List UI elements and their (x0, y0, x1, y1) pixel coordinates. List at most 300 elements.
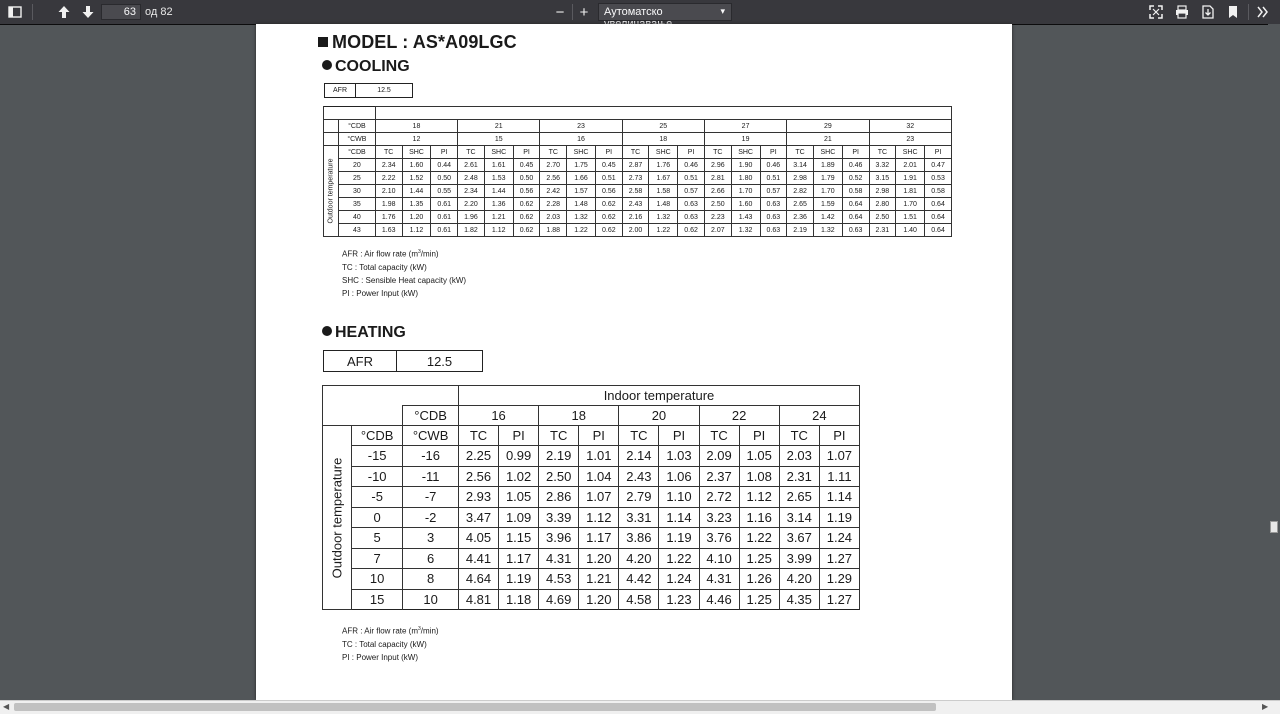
table-cell: 1.90 (731, 159, 760, 172)
table-cell: 1.43 (731, 211, 760, 224)
table-cell: 1.19 (819, 507, 859, 528)
table-cell: 1.17 (499, 548, 539, 569)
table-cell: 1.14 (819, 487, 859, 508)
table-cell: 2.23 (704, 211, 731, 224)
indoor-cdb-value: 18 (375, 120, 457, 133)
afr-value: 12.5 (377, 87, 391, 94)
heating-column-head-row (323, 426, 860, 446)
table-cell: 1.29 (819, 569, 859, 590)
table-cell: 2.65 (779, 487, 819, 508)
table-row (324, 198, 952, 211)
table-cell: 3.67 (779, 528, 819, 549)
table-cell: 1.60 (731, 198, 760, 211)
outdoor-cdb-value: 35 (339, 198, 376, 211)
table-cell: 1.27 (819, 548, 859, 569)
table-cell: 1.19 (499, 569, 539, 590)
outdoor-cwb-value: 3 (403, 528, 459, 549)
table-cell: 1.32 (649, 211, 678, 224)
outdoor-cwb-value: 6 (403, 548, 459, 569)
table-cell: 2.10 (375, 185, 402, 198)
table-row (324, 185, 952, 198)
table-cell: 2.98 (787, 172, 814, 185)
table-cell: 3.47 (458, 507, 498, 528)
table-cell: 1.12 (402, 224, 431, 237)
column-head: PI (579, 426, 619, 446)
table-cell: 0.64 (925, 224, 952, 237)
scroll-left-icon[interactable]: ◀ (3, 702, 10, 711)
table-cell: 0.47 (925, 159, 952, 172)
blank-cell (324, 107, 376, 120)
indoor-cdb-value: 27 (704, 120, 786, 133)
table-cell: 1.25 (739, 589, 779, 610)
indoor-cwb-value: 23 (869, 133, 952, 146)
toolbar-separator (1248, 4, 1249, 20)
scroll-right-icon[interactable]: ▶ (1262, 702, 1269, 711)
table-cell: 0.64 (842, 211, 869, 224)
table-row (324, 211, 952, 224)
column-head: SHC (567, 146, 596, 159)
table-cell: 4.42 (619, 569, 659, 590)
table-cell: 2.73 (622, 172, 649, 185)
table-cell: 4.53 (539, 569, 579, 590)
table-cell: 0.51 (678, 172, 705, 185)
table-cell: 3.15 (869, 172, 896, 185)
table-cell: 1.48 (649, 198, 678, 211)
table-cell: 1.89 (813, 159, 842, 172)
heating-afr-box (323, 350, 483, 372)
bookmark-icon[interactable] (1222, 2, 1244, 22)
table-cell: 4.58 (619, 589, 659, 610)
indoor-temperature-title: Indoor temperature (458, 386, 859, 406)
table-cell: 2.65 (787, 198, 814, 211)
table-cell: 0.58 (842, 185, 869, 198)
column-head: TC (622, 146, 649, 159)
table-cell: 0.61 (431, 224, 458, 237)
column-head: PI (819, 426, 859, 446)
table-cell: 3.32 (869, 159, 896, 172)
table-cell: 1.24 (819, 528, 859, 549)
indoor-cdb-value: 24 (779, 406, 859, 426)
outdoor-temperature-text: Outdoor temperature (327, 158, 335, 224)
table-cell: 2.42 (540, 185, 567, 198)
page-number-input[interactable] (101, 4, 141, 20)
column-head: TC (540, 146, 567, 159)
table-cell: 0.62 (513, 224, 540, 237)
column-head: PI (499, 426, 539, 446)
table-cell: 2.79 (619, 487, 659, 508)
heating-cdb-row (323, 406, 860, 426)
column-head: TC (375, 146, 402, 159)
table-cell: 2.93 (458, 487, 498, 508)
row-label-cdb: °CDB (352, 426, 403, 446)
legend-unit-tail: /min) (420, 626, 439, 636)
legend-unit-sup: 3 (418, 626, 421, 632)
column-head: PI (760, 146, 787, 159)
sidebar-toggle-icon[interactable] (4, 2, 26, 22)
table-cell: 1.57 (567, 185, 596, 198)
table-cell: 0.61 (431, 211, 458, 224)
outdoor-cdb-value: 15 (352, 589, 403, 610)
indoor-cdb-value: 29 (787, 120, 869, 133)
tools-menu-icon[interactable] (1252, 2, 1274, 22)
zoom-select-value: Аутоматско (604, 6, 663, 18)
column-head: SHC (731, 146, 760, 159)
table-cell: 1.82 (458, 224, 485, 237)
table-cell: 1.36 (484, 198, 513, 211)
table-cell: 1.06 (659, 466, 699, 487)
table-cell: 1.40 (896, 224, 925, 237)
legend-line (342, 651, 439, 664)
column-head: PI (842, 146, 869, 159)
legend-unit-sup: 3 (418, 249, 421, 255)
heating-heading (322, 324, 406, 342)
table-cell: 0.63 (678, 198, 705, 211)
indoor-cwb-value: 16 (540, 133, 622, 146)
blank-cell (323, 406, 403, 426)
table-cell: 2.80 (869, 198, 896, 211)
table-cell: 2.70 (540, 159, 567, 172)
outdoor-cdb-value: 0 (352, 507, 403, 528)
table-row (324, 172, 952, 185)
table-cell: 2.43 (619, 466, 659, 487)
table-cell: 4.20 (779, 569, 819, 590)
table-cell: 1.63 (375, 224, 402, 237)
table-cell: 0.51 (595, 172, 622, 185)
download-icon[interactable] (1197, 2, 1219, 22)
table-cell: 0.55 (431, 185, 458, 198)
table-cell: 2.56 (540, 172, 567, 185)
bullet-icon (322, 60, 332, 70)
table-cell: 1.14 (659, 507, 699, 528)
zoom-out-button[interactable]: − (555, 3, 565, 21)
cooling-heading-text: COOLING (335, 58, 410, 75)
table-cell: 0.61 (431, 198, 458, 211)
toolbar-separator (32, 4, 33, 20)
table-cell: 1.07 (819, 446, 859, 467)
table-cell: 3.86 (619, 528, 659, 549)
outdoor-temperature-label (323, 426, 352, 610)
table-cell: 4.41 (458, 548, 498, 569)
legend-text: AFR : Air flow rate (m (342, 249, 419, 259)
row-label-cwb: °CWB (339, 133, 376, 146)
table-cell: 1.15 (499, 528, 539, 549)
outdoor-cdb-value: 20 (339, 159, 376, 172)
table-cell: 3.76 (699, 528, 739, 549)
table-cell: 2.72 (699, 487, 739, 508)
table-row (323, 466, 860, 487)
cooling-heading (322, 58, 410, 76)
table-cell: 1.04 (579, 466, 619, 487)
table-cell: 0.45 (595, 159, 622, 172)
table-cell: 4.05 (458, 528, 498, 549)
table-cell: 3.14 (779, 507, 819, 528)
table-row (323, 589, 860, 610)
table-cell: 4.81 (458, 589, 498, 610)
table-cell: 2.50 (869, 211, 896, 224)
table-cell: 2.82 (787, 185, 814, 198)
table-cell: 1.10 (659, 487, 699, 508)
table-cell: 3.99 (779, 548, 819, 569)
table-cell: 0.63 (760, 198, 787, 211)
legend-text: PI : Power Input (kW) (342, 652, 419, 662)
table-cell: 1.35 (402, 198, 431, 211)
outdoor-cwb-value: 10 (403, 589, 459, 610)
chevron-down-icon: ▾ (720, 6, 725, 16)
table-cell: 2.19 (787, 224, 814, 237)
cooling-afr-box (324, 83, 413, 98)
table-cell: 2.31 (779, 466, 819, 487)
table-cell: 0.45 (513, 159, 540, 172)
table-cell: 0.50 (431, 172, 458, 185)
table-cell: 2.87 (622, 159, 649, 172)
afr-label: AFR (324, 351, 397, 371)
row-label-cdb: °CDB (339, 146, 376, 159)
pdf-toolbar (0, 0, 1280, 25)
outdoor-cdb-value: 5 (352, 528, 403, 549)
table-cell: 2.16 (622, 211, 649, 224)
table-cell: 1.53 (484, 172, 513, 185)
table-cell: 2.01 (896, 159, 925, 172)
table-cell: 1.52 (402, 172, 431, 185)
table-cell: 0.57 (678, 185, 705, 198)
outdoor-cwb-value: -16 (403, 446, 459, 467)
legend-line (342, 623, 439, 638)
table-cell: 1.20 (402, 211, 431, 224)
table-cell: 0.64 (925, 211, 952, 224)
table-cell: 1.25 (739, 548, 779, 569)
blank-cell (324, 133, 339, 146)
indoor-cdb-value: 32 (869, 120, 952, 133)
table-row (323, 446, 860, 467)
table-cell: 2.34 (458, 185, 485, 198)
table-cell: 1.60 (402, 159, 431, 172)
table-cell: 1.20 (579, 548, 619, 569)
table-cell: 2.96 (704, 159, 731, 172)
outdoor-cdb-value: -5 (352, 487, 403, 508)
table-row (324, 159, 952, 172)
table-cell: 0.52 (842, 172, 869, 185)
table-cell: 2.66 (704, 185, 731, 198)
table-cell: 0.99 (499, 446, 539, 467)
column-head: PI (925, 146, 952, 159)
table-cell: 1.32 (731, 224, 760, 237)
column-head: SHC (813, 146, 842, 159)
table-cell: 1.61 (484, 159, 513, 172)
table-cell: 2.09 (699, 446, 739, 467)
row-label-cdb: °CDB (403, 406, 459, 426)
row-label-cwb: °CWB (403, 426, 459, 446)
outdoor-cdb-value: 10 (352, 569, 403, 590)
table-cell: 0.64 (925, 198, 952, 211)
table-cell: 1.91 (896, 172, 925, 185)
table-cell: 1.09 (499, 507, 539, 528)
table-cell: 1.02 (499, 466, 539, 487)
column-head: PI (739, 426, 779, 446)
table-cell: 0.51 (760, 172, 787, 185)
table-cell: 0.57 (760, 185, 787, 198)
table-cell: 1.70 (896, 198, 925, 211)
table-cell: 1.32 (567, 211, 596, 224)
table-cell: 1.67 (649, 172, 678, 185)
previous-page-icon[interactable] (53, 2, 75, 22)
table-cell: 2.00 (622, 224, 649, 237)
table-cell: 1.27 (819, 589, 859, 610)
legend-line (342, 287, 466, 300)
table-cell: 0.46 (678, 159, 705, 172)
legend-text: PI : Power Input (kW) (342, 288, 419, 298)
legend-text: SHC : Sensible Heat capacity (kW) (342, 275, 467, 285)
table-cell: 1.21 (579, 569, 619, 590)
outdoor-cdb-value: 25 (339, 172, 376, 185)
horizontal-scrollbar-thumb[interactable] (14, 703, 936, 711)
column-head: TC (779, 426, 819, 446)
table-cell: 1.26 (739, 569, 779, 590)
outdoor-cwb-value: 8 (403, 569, 459, 590)
table-cell: 4.64 (458, 569, 498, 590)
table-cell: 1.44 (484, 185, 513, 198)
table-cell: 2.28 (540, 198, 567, 211)
table-cell: 1.05 (499, 487, 539, 508)
table-cell: 1.05 (739, 446, 779, 467)
table-cell: 1.88 (540, 224, 567, 237)
table-cell: 1.07 (579, 487, 619, 508)
table-cell: 1.22 (739, 528, 779, 549)
table-row (323, 569, 860, 590)
table-cell: 2.36 (787, 211, 814, 224)
column-head: TC (458, 146, 485, 159)
indoor-cwb-value: 21 (787, 133, 869, 146)
column-head: PI (595, 146, 622, 159)
table-cell: 2.03 (540, 211, 567, 224)
table-cell: 1.12 (579, 507, 619, 528)
print-icon[interactable] (1171, 2, 1193, 22)
legend-line (342, 261, 466, 274)
table-cell: 0.58 (925, 185, 952, 198)
vertical-scrollbar[interactable] (1268, 24, 1280, 700)
legend-line (342, 246, 466, 261)
table-cell: 0.53 (925, 172, 952, 185)
outdoor-cdb-value: -15 (352, 446, 403, 467)
table-cell: 2.58 (622, 185, 649, 198)
indoor-cwb-value: 18 (622, 133, 704, 146)
table-cell: 0.62 (513, 211, 540, 224)
heating-table (322, 385, 860, 610)
column-head: SHC (402, 146, 431, 159)
heating-title-row (323, 386, 860, 406)
table-cell: 1.16 (739, 507, 779, 528)
table-cell: 2.31 (869, 224, 896, 237)
table-cell: 1.12 (484, 224, 513, 237)
table-cell: 3.31 (619, 507, 659, 528)
table-cell: 1.01 (579, 446, 619, 467)
indoor-cwb-value: 19 (704, 133, 786, 146)
table-cell: 2.07 (704, 224, 731, 237)
table-cell: 2.22 (375, 172, 402, 185)
vertical-scrollbar-thumb[interactable] (1270, 521, 1278, 533)
table-cell: 1.81 (896, 185, 925, 198)
table-cell: 1.76 (375, 211, 402, 224)
next-page-icon[interactable] (77, 2, 99, 22)
table-cell: 2.14 (619, 446, 659, 467)
fullscreen-icon[interactable] (1145, 2, 1167, 22)
zoom-select[interactable] (598, 3, 732, 21)
table-cell: 2.61 (458, 159, 485, 172)
table-cell: 1.96 (458, 211, 485, 224)
bullet-icon (322, 326, 332, 336)
indoor-cdb-value: 20 (619, 406, 699, 426)
table-cell: 1.76 (649, 159, 678, 172)
table-cell: 1.18 (499, 589, 539, 610)
column-head: PI (659, 426, 699, 446)
table-cell: 1.22 (649, 224, 678, 237)
column-head: PI (678, 146, 705, 159)
indoor-cdb-value: 23 (540, 120, 622, 133)
heating-legend-notes (342, 623, 439, 664)
indoor-cwb-value: 15 (458, 133, 540, 146)
table-cell: 1.58 (649, 185, 678, 198)
table-cell: 1.66 (567, 172, 596, 185)
blank-cell (323, 386, 459, 406)
model-title-text: MODEL : AS*A09LGC (332, 32, 517, 52)
table-cell: 2.98 (869, 185, 896, 198)
table-row (323, 487, 860, 508)
outdoor-cdb-value: 43 (339, 224, 376, 237)
table-cell: 0.63 (678, 211, 705, 224)
table-cell: 3.39 (539, 507, 579, 528)
table-cell: 1.42 (813, 211, 842, 224)
table-cell: 2.34 (375, 159, 402, 172)
table-row (324, 224, 952, 237)
column-head: TC (787, 146, 814, 159)
table-cell: 4.46 (699, 589, 739, 610)
table-cell: 2.37 (699, 466, 739, 487)
column-head: TC (539, 426, 579, 446)
table-cell: 1.51 (896, 211, 925, 224)
zoom-in-button[interactable]: + (579, 3, 589, 21)
table-cell: 1.98 (375, 198, 402, 211)
indoor-cdb-value: 21 (458, 120, 540, 133)
legend-unit-tail: /min) (420, 249, 439, 259)
table-cell: 4.69 (539, 589, 579, 610)
table-cell: 1.22 (659, 548, 699, 569)
table-row (323, 528, 860, 549)
table-cell: 1.79 (813, 172, 842, 185)
table-cell: 1.59 (813, 198, 842, 211)
table-row (323, 548, 860, 569)
column-head: TC (869, 146, 896, 159)
outdoor-cwb-value: -11 (403, 466, 459, 487)
table-cell: 0.62 (678, 224, 705, 237)
legend-text: TC : Total capacity (kW) (342, 639, 427, 649)
table-cell: 2.25 (458, 446, 498, 467)
table-cell: 0.62 (513, 198, 540, 211)
table-cell: 0.62 (595, 211, 622, 224)
column-head: PI (431, 146, 458, 159)
table-cell: 1.12 (739, 487, 779, 508)
table-cell: 0.63 (760, 211, 787, 224)
outdoor-cdb-value: 30 (339, 185, 376, 198)
table-cell: 3.23 (699, 507, 739, 528)
horizontal-scrollbar[interactable] (0, 700, 1280, 714)
table-cell: 1.03 (659, 446, 699, 467)
cooling-header-row (324, 107, 952, 120)
table-cell: 1.70 (731, 185, 760, 198)
table-cell: 1.22 (567, 224, 596, 237)
column-head: TC (619, 426, 659, 446)
table-cell: 3.96 (539, 528, 579, 549)
outdoor-temperature-label (324, 146, 339, 237)
table-cell: 0.63 (842, 224, 869, 237)
